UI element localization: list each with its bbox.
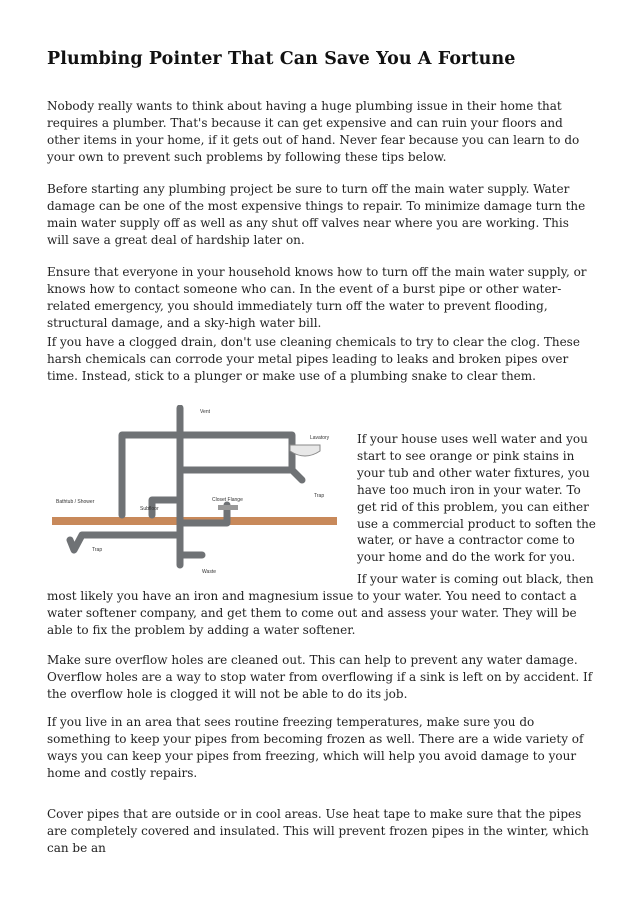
- label-waste: Waste: [202, 569, 216, 575]
- paragraph-black-water-start: If your water is coming out black, then: [357, 572, 594, 586]
- right-vent-pipe: [180, 435, 292, 470]
- pipe-network: [70, 408, 302, 565]
- paragraph-clogged-drain: If you have a clogged drain, don't use cleaning chemicals to try to clear the clog. These harsh chemicals can corrode your metal pipes leading to leaks and broken pipes over time. Instead, stick to a plunger or make use of a plumbing snake to clear them.: [47, 335, 580, 383]
- label-bathtub: Bathtub / Shower: [56, 499, 95, 505]
- paragraph-cover-pipes: Cover pipes that are outside or in cool areas. Use heat tape to make sure that the pipes are completely covered and insulated. This will prevent frozen pipes in the winter, which can be an: [47, 807, 589, 855]
- tub-drain-pipe: [70, 535, 180, 550]
- paragraph-well-water: If your house uses well water and you start to see orange or pink stains in your tub and other water fixtures, you have too much iron in your water. To get rid of this problem, you can either use a commercial product to soften the water, or have a contractor come to your home and do the work for you.: [357, 432, 596, 565]
- paragraph-water-supply: Before starting any plumbing project be sure to turn off the main water supply. Water damage can be one of the most expensive things to repair. To minimize damage turn the main water supply off as well as any shut off valves near where you are working. This will save a great deal of hardship later on.: [47, 182, 586, 247]
- paragraph-freezing: If you live in an area that sees routine freezing temperatures, make sure you do something to keep your pipes from becoming frozen as well. There are a wide variety of ways you can keep your pipes from freezing, which will help you avoid damage to your home and costly repairs.: [47, 715, 584, 780]
- paragraph-household: Ensure that everyone in your household knows how to turn off the main water supply, or knows how to contact someone who can. In the event of a burst pipe or other water-related emergency, you should immediately turn off the water to prevent flooding, structural damage, and a sky-high water bill.: [47, 265, 587, 330]
- label-trap-right: Trap: [314, 493, 325, 499]
- article-title: Plumbing Pointer That Can Save You A Fortune: [47, 49, 516, 69]
- paragraph-black-water-continued: most likely you have an iron and magnesium issue to your water. You need to contact a water softener company, and get them to come out and assess your water. They will be able to fix the problem by adding a water softener.: [47, 589, 577, 637]
- paragraph-overflow-holes: Make sure overflow holes are cleaned out. This can help to prevent any water damage. Overflow holes are a way to stop water from overflowing if a sink is left on by accident. If the overflow hole is clogged it will not be able to do its job.: [47, 653, 593, 701]
- paragraph-intro: Nobody really wants to think about having a huge plumbing issue in their home that requires a plumber. That's because it can get expensive and can ruin your floors and other items in your home, if it gets out of hand. Never fear because you can learn to do your own to prevent such problems by following these tips below.: [47, 99, 580, 164]
- plumbing-diagram: [52, 405, 337, 580]
- label-trap-left: Trap: [92, 547, 103, 553]
- label-subfloor: Subfloor: [140, 506, 159, 512]
- label-closet-flange: Closet Flange: [212, 497, 243, 503]
- label-lavatory: Lavatory: [310, 435, 330, 441]
- closet-flange: [218, 505, 238, 510]
- label-vent: Vent: [200, 409, 211, 415]
- lavatory-drain-pipe: [180, 470, 302, 480]
- plumbing-diagram-svg: [52, 405, 337, 580]
